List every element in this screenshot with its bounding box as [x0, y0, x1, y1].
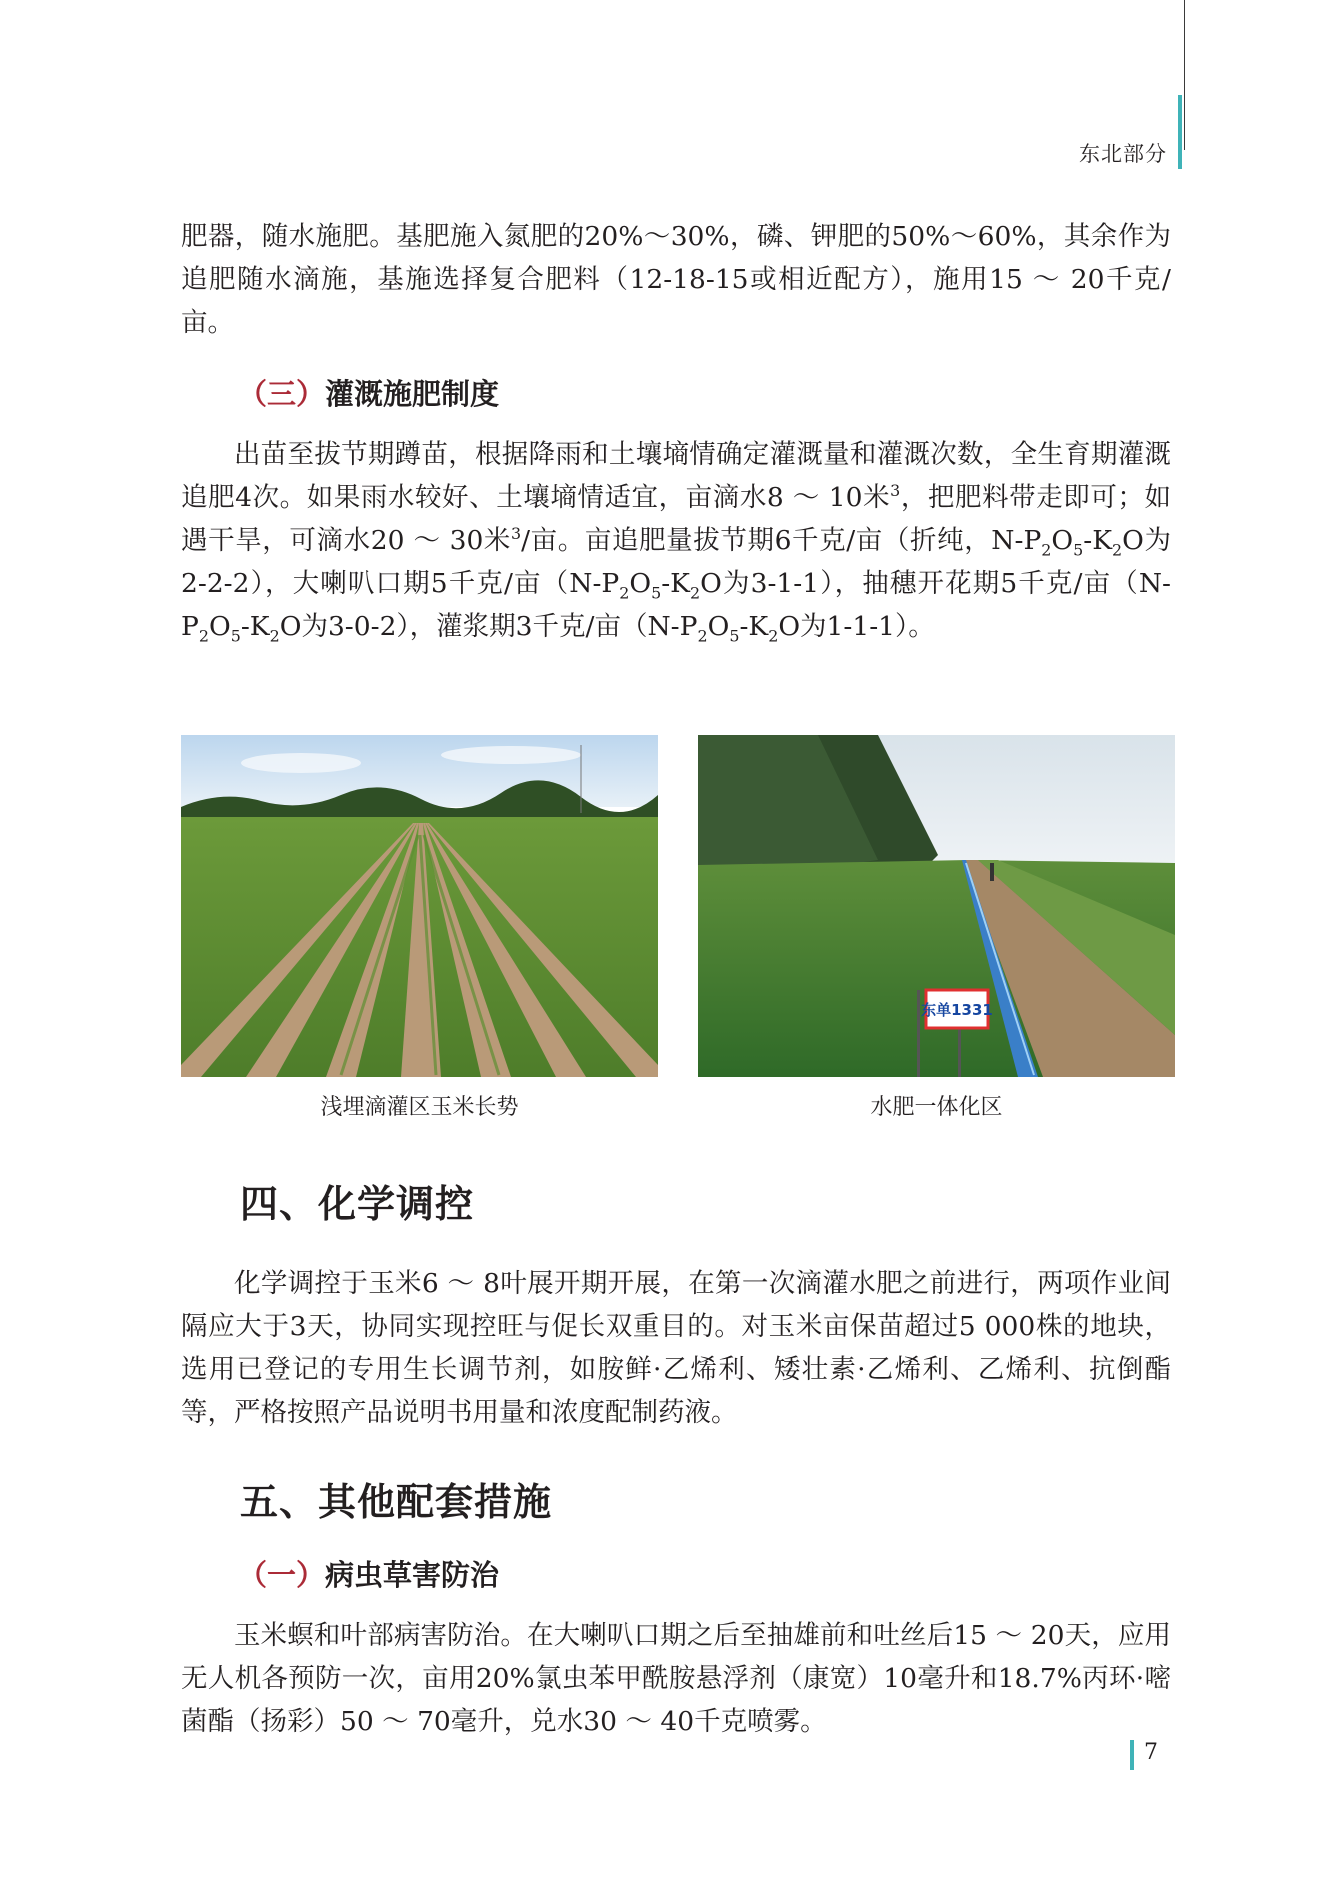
- subheading-title: 病虫草害防治: [325, 1558, 500, 1592]
- paragraph-fertilizer: 肥器，随水施肥。基肥施入氮肥的20%～30%，磷、钾肥的50%～60%，其余作为追肥随水滴施，基施选择复合肥料（12-18-15或相近配方），施用15 ～ 20千克/亩。: [181, 221, 1171, 338]
- page-number: 7: [1144, 1740, 1158, 1765]
- photo-drip-irrigation-field: [181, 735, 658, 1077]
- heading-section-5: 五、其他配套措施: [240, 1480, 553, 1524]
- photo-caption-right: 水肥一体化区: [870, 1095, 1003, 1120]
- sign-label: 东单1331: [921, 1001, 993, 1019]
- paragraph-pest-control: 玉米螟和叶部病害防治。在大喇叭口期之后至抽雄前和吐丝后15 ～ 20天，应用无人机各预防一次，亩用20%氯虫苯甲酰胺悬浮剂（康宽）10毫升和18.7%丙环·嘧菌酯（扬彩）50 ～ 70毫升，兑水30 ～ 40千克喷雾。: [181, 1620, 1171, 1737]
- paragraph-chemical-regulation: 化学调控于玉米6 ～ 8叶展开期开展，在第一次滴灌水肥之前进行，两项作业间隔应大于3天，协同实现控旺与促长双重目的。对玉米亩保苗超过5 000株的地块，选用已登记的专用生长调节剂，如胺鲜·乙烯利、矮壮素·乙烯利、乙烯利、抗倒酯等，严格按照产品说明书用量和浓度配制药液。: [181, 1268, 1171, 1428]
- photo-fertigation-field: [698, 735, 1175, 1077]
- heading-section-4: 四、化学调控: [240, 1182, 475, 1226]
- subheading-irrigation: [238, 372, 499, 413]
- paragraph-irrigation: 出苗至拔节期蹲苗，根据降雨和土壤墒情确定灌溉量和灌溉次数，全生育期灌溉追肥4次。如果雨水较好、土壤墒情适宜，亩滴水8 ～ 10米$^3$，把肥料带走即可；如遇干旱，可滴水20 ～ 30米$^3$/亩。亩追肥量拔节期6千克/亩（折纯，$N-P_2O_5-K_2O$为2-2-2），大喇叭口期5千克/亩（$N-P_2O_5-K_2O$为3-1-1），抽穗开花期5千克/亩（$N-P_2O_5-K_2O$为3-0-2），灌浆期3千克/亩（$N-P_2O_5-K_2O$为1-1-1）。: [181, 439, 1171, 646]
- footer-accent-bar: [1130, 1740, 1134, 1770]
- subheading-pest-control: [238, 1553, 499, 1594]
- header-rule: [1184, 0, 1185, 150]
- subheading-number: （三）: [238, 377, 326, 411]
- photo-caption-left: 浅埋滴灌区玉米长势: [320, 1095, 519, 1120]
- header-accent-bar: [1178, 95, 1182, 169]
- subheading-number: （一）: [238, 1558, 326, 1592]
- section-tag: 东北部分: [1079, 142, 1167, 166]
- subheading-title: 灌溉施肥制度: [325, 377, 500, 411]
